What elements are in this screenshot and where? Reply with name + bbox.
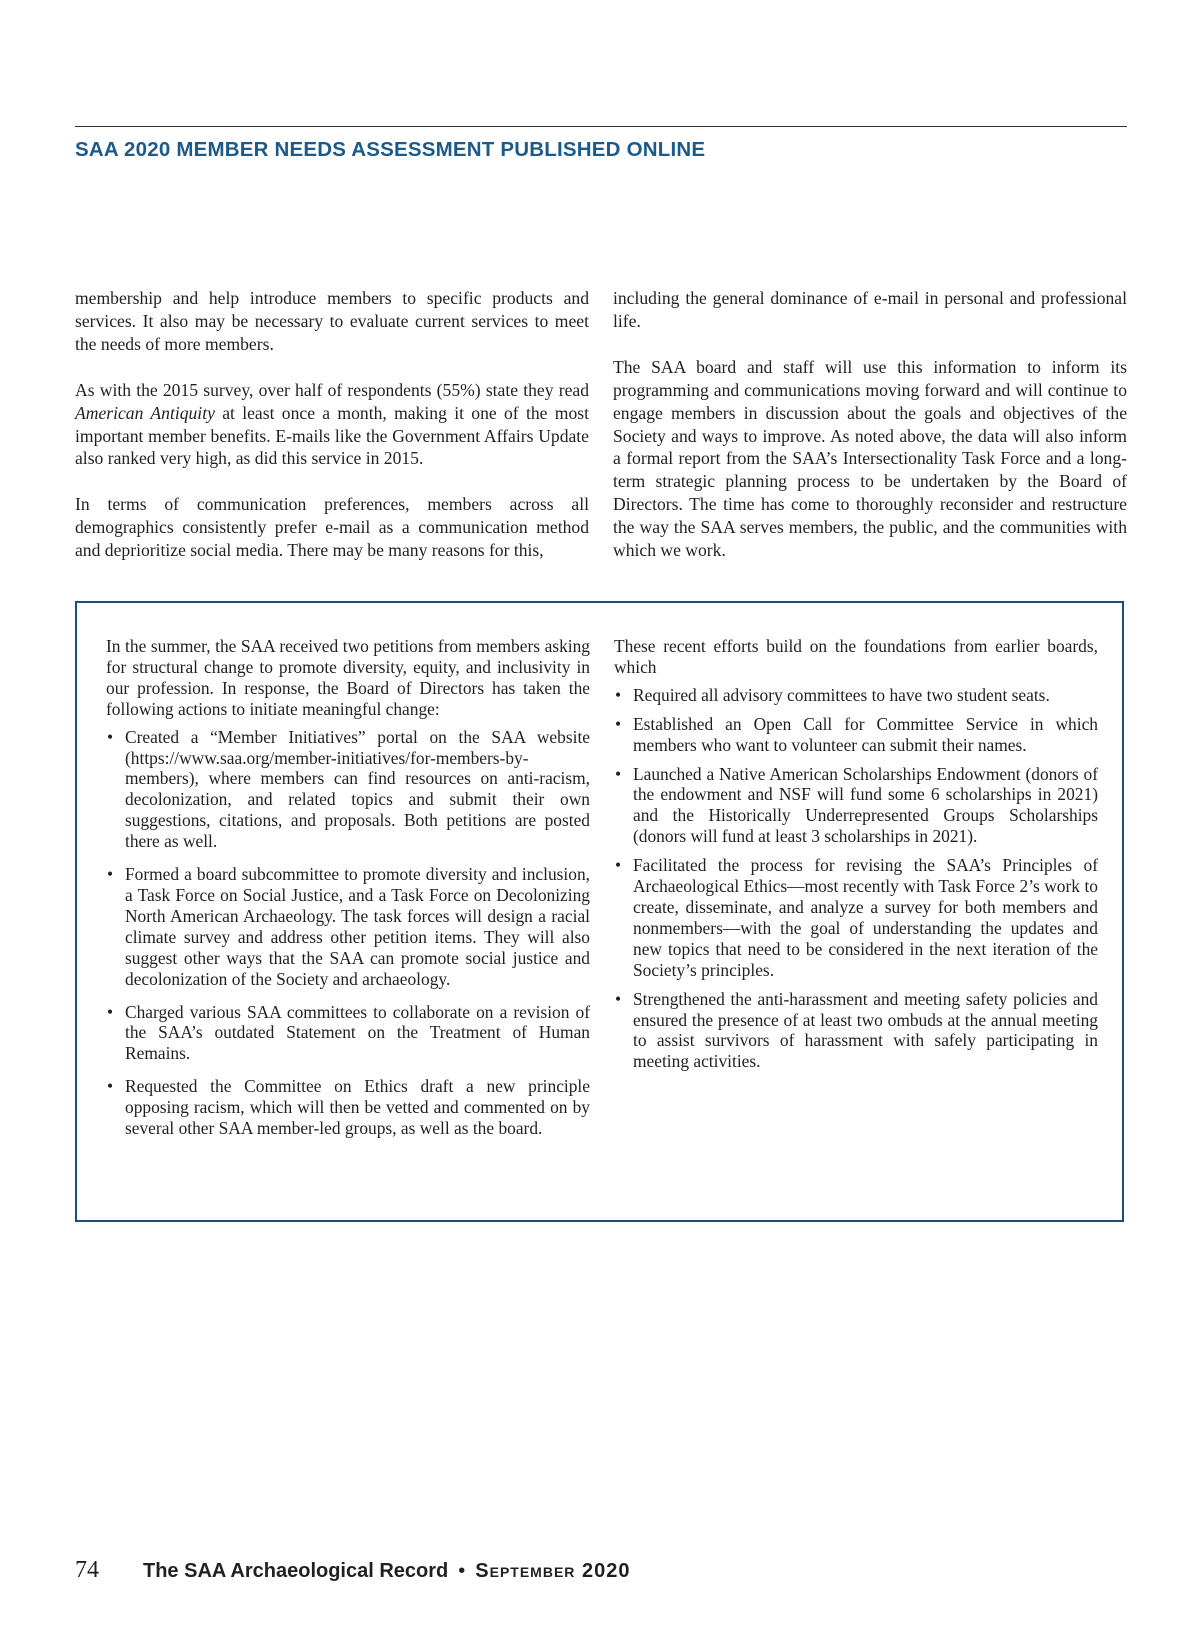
page-number: 74 [75,1557,99,1583]
sidebar-box [75,601,1124,1222]
list-item [106,1076,590,1139]
list-item-text: Strengthened the anti-harassment and meeting safety policies and ensured the presence of at least two ombuds at the annual meeting to assist survivors of harassment with safely participating in meeting activities. [633,988,1098,1072]
list-item-text: Charged various SAA committees to collaborate on a revision of the SAA’s outdated Statement on the Treatment of Human Remains. [125,1001,590,1064]
article-column-right [613,287,1127,585]
list-item-text: Created a “Member Initiatives” portal on the SAA website (https://www.saa.org/member-initiatives/for-members-by-members), where members can find resources on anti-racism, decolonization, and related topics and submit their own suggestions, citations, and proposals. Both petitions are posted there as well. [125,726,590,852]
bullet-icon: • [107,864,114,885]
sidebar-intro: These recent efforts build on the foundations from earlier boards, which [614,636,1098,677]
page-footer [75,1557,630,1584]
text-run: at least once a month, making it one of the most important member benefits. E-mails like the Government Affairs Update also ranked very high, as did this service in 2015. [75,402,589,469]
journal-title: American Antiquity [75,402,215,423]
list-item [614,764,1098,848]
efforts-list [614,685,1098,1072]
list-item-text: Established an Open Call for Committee Service in which members who want to volunteer can submit their names. [633,713,1098,755]
bullet-icon: • [615,988,622,1009]
header-rule [75,126,1127,127]
text-run: As with the 2015 survey, over half of respondents (55%) state they read [75,379,589,400]
bullet-icon: • [615,855,622,876]
paragraph: The SAA board and staff will use this information to inform its programming and communications moving forward and will continue to engage members in discussion about the goals and objectives of the Society and ways to improve. As noted above, the data will also inform a formal report from the SAA’s Intersectionality Task Force and a long-term strategic planning process to be undertaken by the Board of Directors. The time has come to thoroughly reconsider and restructure the way the SAA serves members, the public, and the communities with which we work. [613,356,1127,561]
list-item [106,727,590,852]
list-item-text: Formed a board subcommittee to promote diversity and inclusion, a Task Force on Social Justice, and a Task Force on Decolonizing North American Archaeology. The task forces will design a racial climate survey and address other petition items. They will also suggest other ways that the SAA can promote social justice and decolonization of the Society and archaeology. [125,864,590,989]
list-item-text: Requested the Committee on Ethics draft a new principle opposing racism, which will then be vetted and commented on by several other SAA member-led groups, as well as the board. [125,1076,590,1139]
bullet-icon: • [615,763,622,784]
publication-name: The SAA Archaeological Record [143,1560,449,1582]
list-item [106,1002,590,1065]
list-item-text: Required all advisory committees to have two student seats. [633,684,1050,705]
list-item-text: Facilitated the process for revising the SAA’s Principles of Archaeological Ethics—most recently with Task Force 2’s work to create, disseminate, and analyze a survey for both members and nonmembers—with the goal of understanding the updates and new topics that need to be considered in the next iteration of the Society’s principles. [633,855,1098,980]
paragraph: including the general dominance of e-mail in personal and professional life. [613,288,1127,331]
paragraph: membership and help introduce members to specific products and services. It also may be necessary to evaluate current services to meet the needs of more members. [75,288,589,354]
list-item [106,864,590,989]
sidebar-column-left [106,636,590,1151]
page-title: SAA 2020 MEMBER NEEDS ASSESSMENT PUBLISHED ONLINE [75,138,706,161]
sidebar-column-right [614,636,1098,1080]
list-item-text: Launched a Native American Scholarships Endowment (donors of the endowment and NSF will fund some 6 scholarships in 2021) and the Historically Underrepresented Groups Scholarships (donors will fund at least 3 scholarships in 2021). [633,763,1098,847]
paragraph-antiquity [75,379,589,471]
bullet-icon: • [615,713,622,734]
bullet-icon: • [615,684,622,705]
list-item [614,714,1098,756]
bullet-icon: • [107,1001,114,1022]
bullet-icon: • [107,1076,114,1097]
paragraph: In terms of communication preferences, members across all demographics consistently prefer e-mail as a communication method and deprioritize social media. There may be many reasons for this, [75,494,589,561]
separator-dot: • [458,1560,466,1582]
list-item [614,855,1098,980]
sidebar-intro: In the summer, the SAA received two petitions from members asking for structural change to promote diversity, equity, and inclusivity in our profession. In response, the Board of Directors has taken the following actions to initiate meaningful change: [106,636,590,719]
issue-date: September 2020 [475,1560,631,1582]
bullet-icon: • [107,726,114,747]
article-column-left [75,287,589,585]
action-list [106,727,590,1139]
list-item [614,989,1098,1073]
list-item [614,685,1098,706]
